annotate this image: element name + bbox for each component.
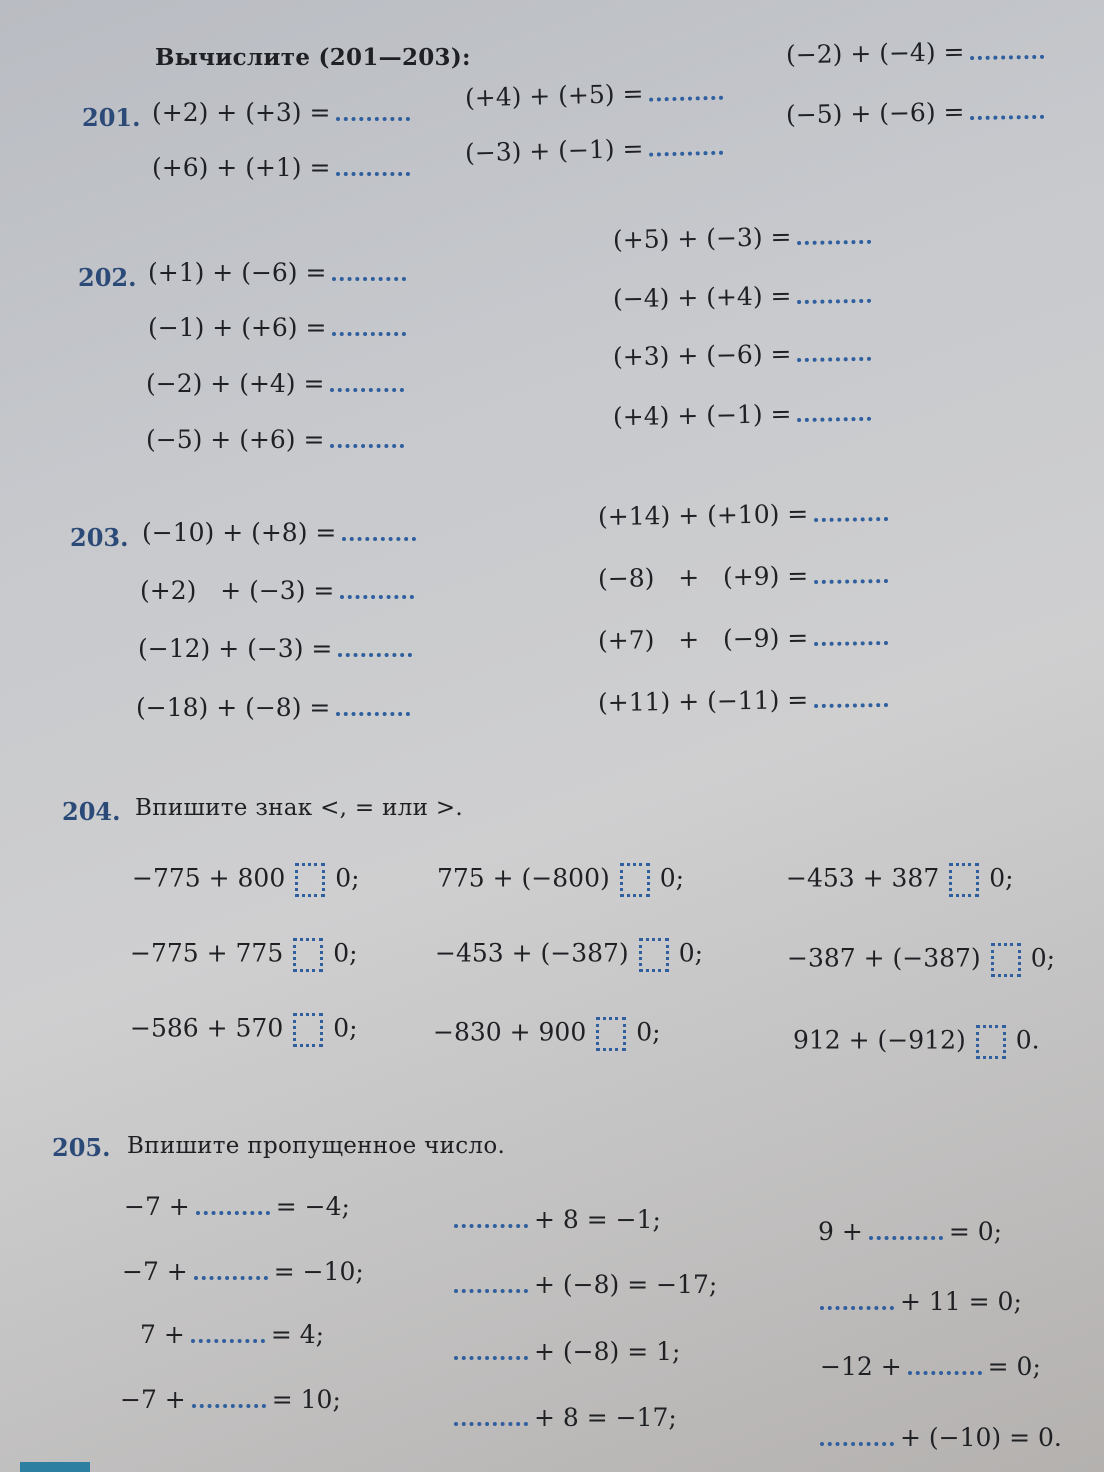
comparison-204-r3-1: −586 + 570 0; xyxy=(130,1013,358,1047)
equation-202-a2: (−1) + (+6) = xyxy=(148,313,412,342)
answer-blank[interactable] xyxy=(814,573,888,584)
answer-blank[interactable] xyxy=(454,1416,528,1426)
equation-203-a1: (−10) + (+8) = xyxy=(142,518,422,547)
answer-blank[interactable] xyxy=(454,1350,528,1360)
task-205-instruction: Впишите пропущенное число. xyxy=(127,1133,506,1159)
intro-heading: Вычислите (201—203): xyxy=(155,44,471,71)
missing-205-c2: + 11 = 0; xyxy=(814,1287,1022,1316)
sign-box[interactable] xyxy=(295,863,325,897)
answer-blank[interactable] xyxy=(332,326,406,336)
comparison-204-r2-3: −387 + (−387) 0; xyxy=(787,943,1055,977)
task-number-205: 205. xyxy=(52,1133,111,1162)
answer-blank[interactable] xyxy=(192,1398,266,1408)
missing-205-a3: 7 + = 4; xyxy=(140,1320,325,1349)
answer-blank[interactable] xyxy=(338,647,412,657)
missing-205-a2: −7 + = −10; xyxy=(122,1257,364,1286)
answer-blank[interactable] xyxy=(332,271,406,281)
answer-blank[interactable] xyxy=(820,1436,894,1446)
answer-blank[interactable] xyxy=(869,1230,943,1240)
missing-205-b2: + (−8) = −17; xyxy=(448,1270,717,1299)
equation-203-a4: (−18) + (−8) = xyxy=(136,693,416,722)
equation-201-b1: (+4) + (+5) = xyxy=(465,77,730,113)
answer-blank[interactable] xyxy=(649,90,723,102)
answer-blank[interactable] xyxy=(797,234,871,245)
answer-blank[interactable] xyxy=(797,293,871,304)
answer-blank[interactable] xyxy=(330,382,404,392)
missing-205-c3: −12 + = 0; xyxy=(820,1352,1041,1381)
answer-blank[interactable] xyxy=(336,706,410,716)
missing-205-c1: 9 + = 0; xyxy=(818,1217,1003,1246)
answer-blank[interactable] xyxy=(814,635,888,646)
sign-box[interactable] xyxy=(620,863,650,897)
equation-203-b2: (−8) + (+9) = xyxy=(598,560,895,593)
answer-blank[interactable] xyxy=(336,111,410,121)
equation-201-a1: (+2) + (+3) = xyxy=(152,98,416,127)
answer-blank[interactable] xyxy=(908,1365,982,1375)
answer-blank[interactable] xyxy=(340,589,414,599)
equation-202-b4: (+4) + (−1) = xyxy=(613,398,878,432)
answer-blank[interactable] xyxy=(196,1205,270,1215)
answer-blank[interactable] xyxy=(970,109,1044,120)
comparison-204-r3-2: −830 + 900 0; xyxy=(433,1017,661,1051)
sign-box[interactable] xyxy=(991,943,1021,977)
missing-205-a4: −7 + = 10; xyxy=(120,1385,341,1414)
answer-blank[interactable] xyxy=(797,351,871,362)
answer-blank[interactable] xyxy=(814,511,888,522)
equation-203-a3: (−12) + (−3) = xyxy=(138,634,418,663)
sign-box[interactable] xyxy=(596,1017,626,1051)
equation-202-b2: (−4) + (+4) = xyxy=(613,280,878,314)
task-number-204: 204. xyxy=(62,797,121,826)
missing-205-b4: + 8 = −17; xyxy=(448,1403,677,1432)
answer-blank[interactable] xyxy=(336,166,410,176)
answer-blank[interactable] xyxy=(342,531,416,541)
equation-201-c2: (−5) + (−6) = xyxy=(786,96,1051,130)
answer-blank[interactable] xyxy=(814,697,888,708)
comparison-204-r3-3: 912 + (−912) 0. xyxy=(793,1025,1040,1059)
equation-203-b1: (+14) + (+10) = xyxy=(598,498,895,531)
sign-box[interactable] xyxy=(293,938,323,972)
answer-blank[interactable] xyxy=(330,438,404,448)
answer-blank[interactable] xyxy=(820,1300,894,1310)
answer-blank[interactable] xyxy=(797,411,871,422)
equation-202-a3: (−2) + (+4) = xyxy=(146,369,410,398)
equation-201-a2: (+6) + (+1) = xyxy=(152,153,416,182)
answer-blank[interactable] xyxy=(970,49,1044,60)
page-corner-tab xyxy=(20,1462,90,1472)
task-204-instruction: Впишите знак <, = или >. xyxy=(135,795,464,821)
answer-blank[interactable] xyxy=(191,1333,265,1343)
comparison-204-r2-1: −775 + 775 0; xyxy=(130,938,358,972)
answer-blank[interactable] xyxy=(454,1283,528,1293)
equation-202-b1: (+5) + (−3) = xyxy=(613,221,878,255)
comparison-204-r1-1: −775 + 800 0; xyxy=(132,863,360,897)
equation-202-a4: (−5) + (+6) = xyxy=(146,425,410,454)
task-number-203: 203. xyxy=(70,523,129,552)
equation-201-b2: (−3) + (−1) = xyxy=(465,132,730,168)
comparison-204-r1-3: −453 + 387 0; xyxy=(786,863,1014,897)
sign-box[interactable] xyxy=(976,1025,1006,1059)
answer-blank[interactable] xyxy=(454,1218,528,1228)
sign-box[interactable] xyxy=(293,1013,323,1047)
sign-box[interactable] xyxy=(639,938,669,972)
missing-205-a1: −7 + = −4; xyxy=(124,1192,350,1221)
equation-201-c1: (−2) + (−4) = xyxy=(786,36,1051,70)
equation-203-a2: (+2) + (−3) = xyxy=(140,576,420,605)
missing-205-b3: + (−8) = 1; xyxy=(448,1337,680,1366)
task-number-201: 201. xyxy=(82,103,141,132)
equation-203-b3: (+7) + (−9) = xyxy=(598,622,895,655)
comparison-204-r1-2: 775 + (−800) 0; xyxy=(437,863,684,897)
equation-203-b4: (+11) + (−11) = xyxy=(598,684,895,717)
equation-202-b3: (+3) + (−6) = xyxy=(613,338,878,372)
missing-205-c4: + (−10) = 0. xyxy=(814,1423,1062,1452)
equation-202-a1: (+1) + (−6) = xyxy=(148,258,412,287)
sign-box[interactable] xyxy=(949,863,979,897)
answer-blank[interactable] xyxy=(194,1270,268,1280)
answer-blank[interactable] xyxy=(649,145,723,157)
missing-205-b1: + 8 = −1; xyxy=(448,1205,661,1234)
task-number-202: 202. xyxy=(78,263,137,292)
comparison-204-r2-2: −453 + (−387) 0; xyxy=(435,938,703,972)
